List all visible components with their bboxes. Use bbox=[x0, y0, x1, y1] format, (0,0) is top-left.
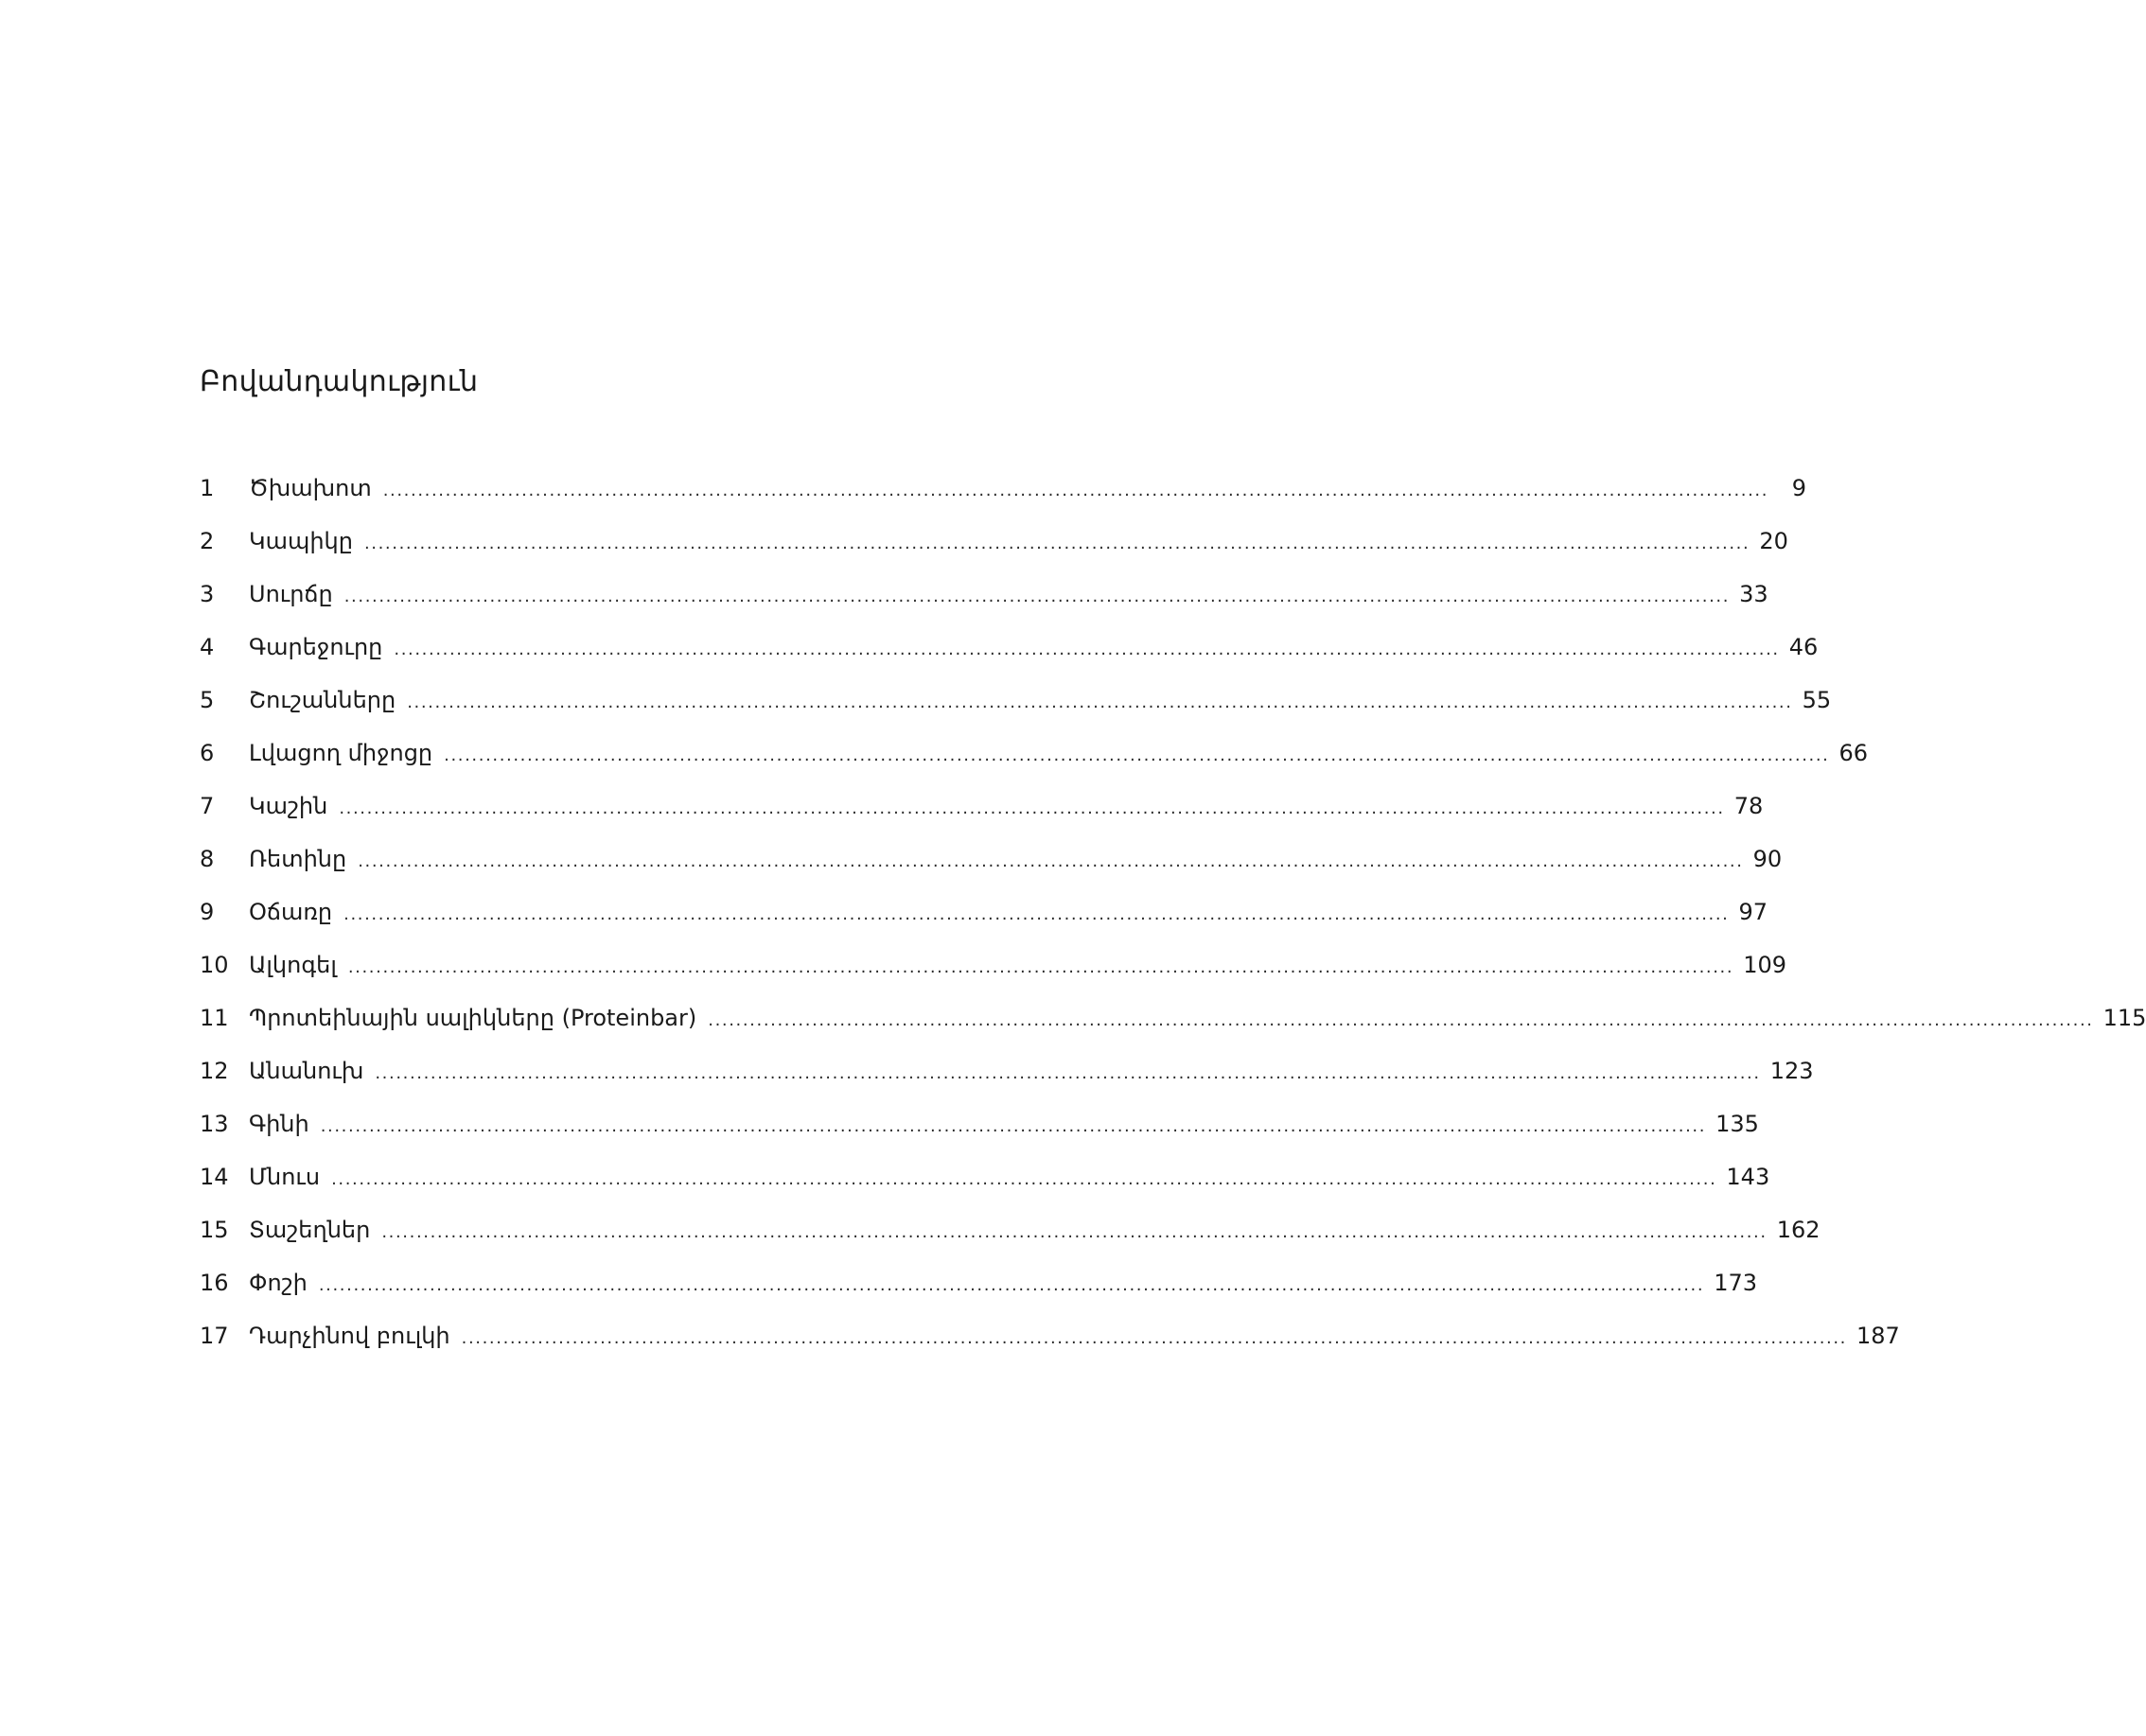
toc-entry-title: Դարչինով բուլկի bbox=[249, 1323, 450, 1349]
toc-entry[interactable] bbox=[200, 469, 1807, 522]
toc-entry-title: Ալկոգել bbox=[249, 952, 337, 978]
toc-entry[interactable] bbox=[200, 522, 1788, 575]
toc-entry[interactable] bbox=[200, 734, 1869, 787]
toc-dot-leader: ........................................................................................................................................................................................................ bbox=[320, 1116, 1707, 1136]
toc-entry[interactable] bbox=[200, 1317, 1900, 1370]
toc-entry[interactable] bbox=[200, 1264, 1757, 1317]
toc-entry[interactable] bbox=[200, 628, 1819, 681]
toc-entry-page: 135 bbox=[1715, 1111, 1759, 1137]
toc-entry-title: Փոշի bbox=[249, 1270, 308, 1296]
toc-entry-page: 46 bbox=[1788, 634, 1819, 660]
toc-dot-leader: ........................................................................................................................................................................................................ bbox=[318, 1275, 1705, 1295]
toc-entry-page: 173 bbox=[1714, 1270, 1757, 1296]
toc-entry-title: Սուրճը bbox=[249, 581, 333, 607]
toc-dot-leader: ........................................................................................................................................................................................................ bbox=[358, 851, 1744, 871]
toc-entry-number: 1 bbox=[200, 475, 215, 501]
toc-entry-number: 13 bbox=[200, 1111, 229, 1137]
toc-dot-leader: ........................................................................................................................................................................................................ bbox=[347, 957, 1734, 977]
toc-entry-title: Ծխախոտ bbox=[249, 475, 372, 501]
toc-dot-leader: ........................................................................................................................................................................................................ bbox=[394, 640, 1780, 659]
toc-entry-page: 97 bbox=[1738, 899, 1768, 925]
toc-entry-title: Անանուխ bbox=[249, 1058, 364, 1084]
toc-entry-title: Պրոտեինային սալիկները (Proteinbar) bbox=[249, 1005, 697, 1031]
toc-dot-leader: ........................................................................................................................................................................................................ bbox=[331, 1169, 1717, 1189]
toc-entry-number: 2 bbox=[200, 528, 215, 554]
toc-entry-title: Կապիկը bbox=[249, 528, 353, 554]
toc-entry[interactable] bbox=[200, 1052, 1814, 1105]
toc-entry[interactable] bbox=[200, 681, 1832, 734]
toc-dot-leader: ........................................................................................................................................................................................................ bbox=[444, 745, 1830, 765]
toc-dot-leader: ........................................................................................................................................................................................................ bbox=[343, 587, 1731, 606]
toc-dot-leader: ........................................................................................................................................................................................................ bbox=[708, 1010, 2094, 1030]
toc-dot-leader: ........................................................................................................................................................................................................ bbox=[339, 798, 1725, 818]
toc-entry[interactable] bbox=[200, 1211, 1821, 1264]
toc-entry-number: 17 bbox=[200, 1323, 229, 1349]
toc-entry-title: Կաշին bbox=[249, 793, 328, 819]
toc-dot-leader: ........................................................................................................................................................................................................ bbox=[343, 904, 1730, 924]
toc-entry-number: 9 bbox=[200, 899, 215, 925]
toc-entry[interactable] bbox=[200, 893, 1768, 946]
toc-dot-leader: ........................................................................................................................................................................................................ bbox=[363, 534, 1750, 553]
toc-entry[interactable] bbox=[200, 840, 1783, 893]
toc-entry[interactable] bbox=[200, 1105, 1759, 1158]
toc-entry-number: 5 bbox=[200, 687, 215, 713]
toc-entry-number: 10 bbox=[200, 952, 229, 978]
toc-entry-page: 78 bbox=[1733, 793, 1764, 819]
toc-entry-number: 15 bbox=[200, 1217, 229, 1243]
toc-entry-number: 3 bbox=[200, 581, 215, 607]
toc-entry-number: 4 bbox=[200, 634, 215, 660]
toc-entry-page: 162 bbox=[1776, 1217, 1821, 1243]
toc-entry-page: 143 bbox=[1726, 1164, 1770, 1190]
toc-entry-number: 12 bbox=[200, 1058, 229, 1084]
toc-title: Բովանդակություն bbox=[200, 365, 479, 398]
toc-entry-number: 7 bbox=[200, 793, 215, 819]
toc-dot-leader: ........................................................................................................................................................................................................ bbox=[375, 1063, 1761, 1083]
toc-entry-page: 66 bbox=[1838, 740, 1869, 766]
toc-dot-leader: ........................................................................................................................................................................................................ bbox=[382, 481, 1769, 500]
toc-dot-leader: ........................................................................................................................................................................................................ bbox=[461, 1328, 1847, 1348]
toc-entry-page: 33 bbox=[1739, 581, 1768, 607]
toc-entry-title: Գինի bbox=[249, 1111, 309, 1137]
toc-dot-leader: ........................................................................................................................................................................................................ bbox=[407, 693, 1793, 712]
toc-entry-number: 11 bbox=[200, 1005, 229, 1031]
toc-entry[interactable] bbox=[200, 946, 1786, 999]
toc-entry-title: Օճառը bbox=[249, 899, 333, 925]
toc-entry-number: 8 bbox=[200, 846, 215, 872]
toc-entry-page: 9 bbox=[1791, 475, 1807, 501]
toc-entry-page: 90 bbox=[1752, 846, 1783, 872]
toc-entry-number: 6 bbox=[200, 740, 215, 766]
toc-entry-title: Գարեջուրը bbox=[249, 634, 383, 660]
toc-entry-page: 55 bbox=[1802, 687, 1832, 713]
toc-entry-page: 115 bbox=[2102, 1005, 2146, 1031]
toc-entry-page: 187 bbox=[1856, 1323, 1900, 1349]
toc-entry-page: 20 bbox=[1759, 528, 1788, 554]
toc-entry[interactable] bbox=[200, 1158, 1770, 1211]
toc-entry-title: Տաշեղներ bbox=[249, 1217, 371, 1243]
toc-entry-page: 109 bbox=[1743, 952, 1786, 978]
toc-entry[interactable] bbox=[200, 575, 1768, 628]
toc-entry-title: Շուշանները bbox=[249, 687, 396, 713]
toc-entry-number: 16 bbox=[200, 1270, 229, 1296]
toc-entry[interactable] bbox=[200, 787, 1764, 840]
toc-entry[interactable] bbox=[200, 999, 2146, 1052]
toc-entry-title: Մնուս bbox=[249, 1164, 321, 1190]
toc-entry-title: Լվացող միջոցը bbox=[249, 740, 433, 766]
toc-entry-page: 123 bbox=[1769, 1058, 1814, 1084]
toc-entry-title: Ռետինը bbox=[249, 846, 347, 872]
toc-dot-leader: ........................................................................................................................................................................................................ bbox=[381, 1222, 1768, 1242]
toc-entry-number: 14 bbox=[200, 1164, 229, 1190]
toc-list bbox=[200, 469, 2146, 1370]
